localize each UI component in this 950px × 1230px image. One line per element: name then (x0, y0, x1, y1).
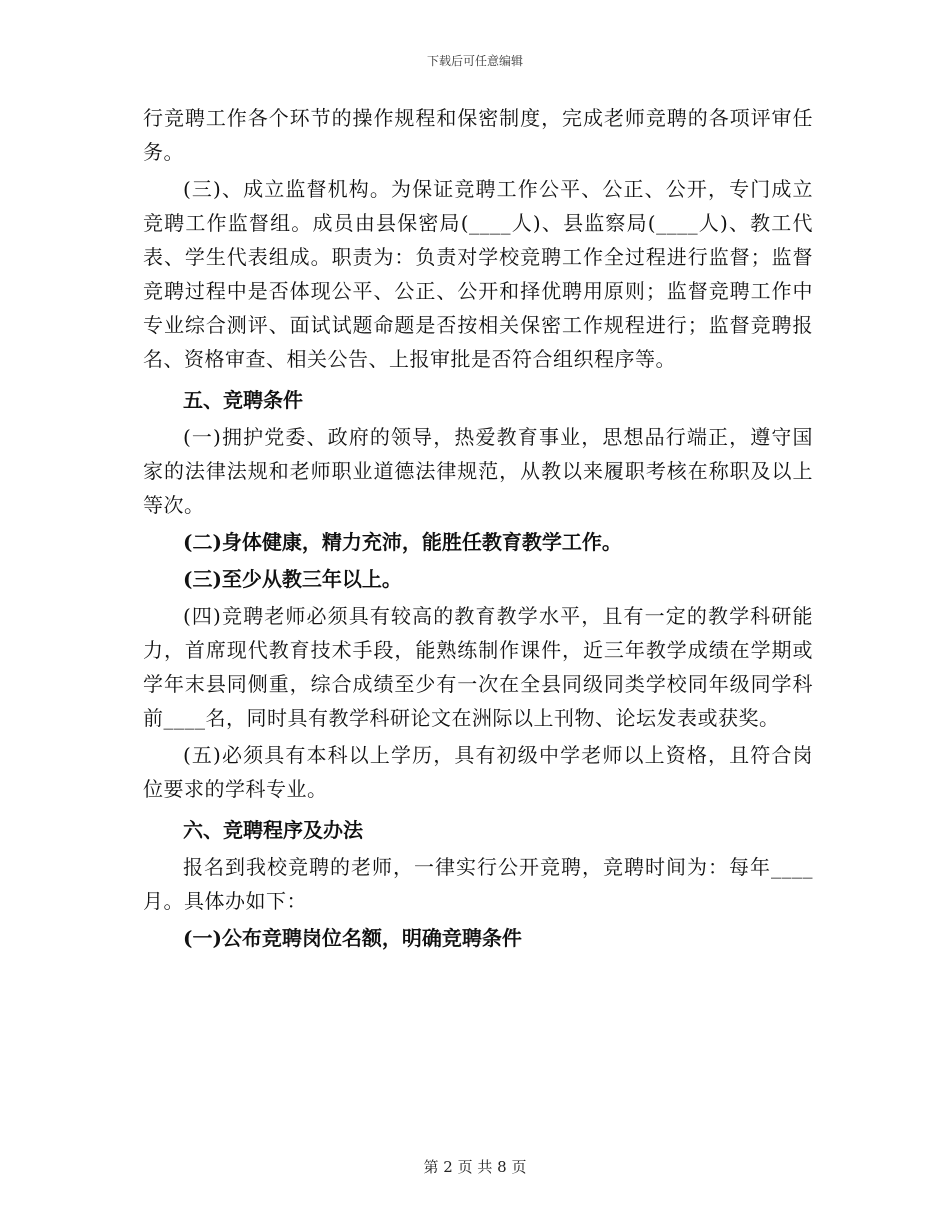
paragraph-supervision-body: (三)、成立监督机构。为保证竞聘工作公平、公正、公开，专门成立竞聘工作监督组。成员由县保密局(____人)、县监察局(____人)、教工代表、学生代表组成。职责为：负责对学校竞聘工作全过程进行监督；监督竞聘过程中是否体现公平、公正、公开和择优聘用原则；监督竞聘工作中专业综合测评、面试试题命题是否按相关保密工作规程进行；监督竞聘报名、资格审查、相关公告、上报审批是否符合组织程序等。 (143, 177, 813, 371)
paragraph-condition-4: (四)竞聘老师必须具有较高的教育教学水平，且有一定的教学科研能力，首席现代教育技术手段，能熟练制作课件，近三年教学成绩在学期或学年末县同侧重，综合成绩至少有一次在全县同级同类学校同年级同学科前____名，同时具有教学科研论文在洲际以上刊物、论坛发表或获奖。 (143, 604, 813, 730)
paragraph-procedure-intro: 报名到我校竞聘的老师，一律实行公开竞聘，竞聘时间为：每年____月。具体办如下： (143, 855, 813, 913)
page-header: 下载后可任意编辑 (426, 54, 523, 68)
paragraph-review-duties: 行竞聘工作各个环节的操作规程和保密制度，完成老师竞聘的各项评审任务。 (143, 106, 813, 164)
paragraph-condition-5: (五)必须具有本科以上学历，具有初级中学老师以上资格，且符合岗位要求的学科专业。 (143, 743, 813, 801)
paragraph-condition-1: (一)拥护党委、政府的领导，热爱教育事业，思想品行端正，遵守国家的法律法规和老师职业道德法律规范，从教以来履职考核在称职及以上等次。 (143, 425, 813, 517)
section-heading-conditions: 五、竞聘条件 (183, 388, 303, 412)
paragraph-procedure-step-1: (一)公布竞聘岗位名额，明确竞聘条件 (183, 926, 522, 950)
section-heading-procedure: 六、竞聘程序及办法 (183, 818, 363, 842)
page-footer: 第 2 页 共 8 页 (423, 1158, 527, 1176)
paragraph-condition-2: (二)身体健康，精力充沛，能胜任教育教学工作。 (183, 530, 622, 554)
paragraph-condition-3: (三)至少从教三年以上。 (183, 567, 402, 591)
document-body (143, 101, 813, 958)
